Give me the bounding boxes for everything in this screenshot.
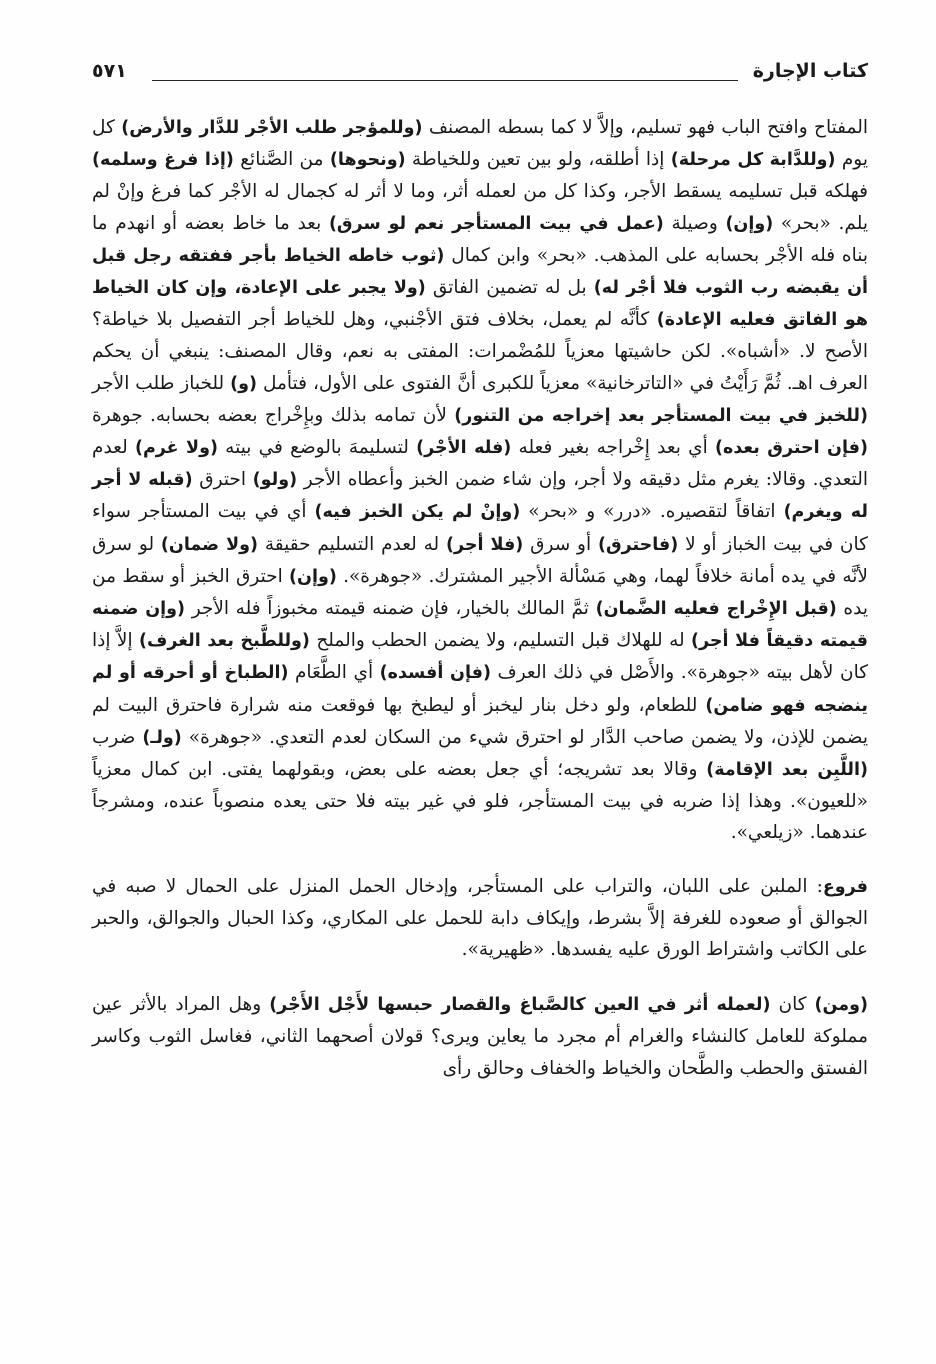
matn-text: (فإن احترق بعده) bbox=[714, 438, 868, 459]
commentary-text: احترق bbox=[192, 469, 253, 491]
commentary-text: من الصَّنائع bbox=[233, 149, 330, 171]
matn-text: (للخبز في بيت المستأجر بعد إخراجه من التنور) bbox=[454, 405, 868, 426]
commentary-text: وصيلة bbox=[663, 212, 726, 234]
matn-text: (ونحوها) bbox=[329, 150, 406, 171]
commentary-text: أي بعد إِخْراجه بغير فعله bbox=[511, 437, 715, 459]
paragraph-branches bbox=[92, 871, 868, 966]
matn-text: (فلا أجر) bbox=[446, 534, 524, 555]
matn-text: (الطباخ أو أحرقه أو لم ينضجه فهو ضامن) bbox=[92, 663, 868, 716]
matn-text: (ولا يجبر على الإعادة، وإن كان الخياط هو الفاتق فعليه الإعادة) bbox=[92, 278, 868, 331]
commentary-text: كأنَّه لم يعمل، بخلاف فتق الأجْنبي، وهل للخياط أجر التفصيل بلا خياطة؟ الأصح لا. «أشباه». لكن حاشيتها معزياً للمُضْمرات: المفتى به نعم، وقال المصنف: ينبغي أن يحكم العرف اهـ. ثُمَّ رَأَيْتُ في «التاترخانية» معزياً للكبرى أنَّ الفتوى على الأول، فتأمل bbox=[92, 309, 868, 394]
commentary-text: : الملبن على اللبان، والتراب على المستأجر، وإدخال الحمل المنزل على الحمال لا صبه في الجوالق أو صعوده للغرفة إلاَّ بشرط، وإيكاف دابة للحمل على المكاري، وكذا الحبال والجوالق، والحبر على الكاتب واشتراط الورق عليه يفسدها. «ظهيرية». bbox=[92, 875, 868, 961]
commentary-text: لو سرق لأنَّه في يده أمانة خلافاً لهما، وهي مَسْألة الأجير المشترك. «جوهرة». bbox=[92, 533, 868, 587]
commentary-text: للخباز طلب الأجر bbox=[92, 372, 231, 394]
matn-text: (اللَّبِن بعد الإقامة) bbox=[706, 760, 868, 781]
matn-text: (إذا فرغ وسلمه) bbox=[92, 150, 234, 171]
matn-text: (ولو) bbox=[252, 470, 298, 491]
commentary-text: كل يوم bbox=[92, 117, 869, 171]
page-body bbox=[92, 112, 868, 1084]
matn-text: (ولـ) bbox=[142, 727, 182, 748]
commentary-text: اتفاقاً لتقصيره. «درر» و «بحر» bbox=[520, 501, 784, 523]
paragraph-last bbox=[92, 989, 868, 1084]
matn-text: فروع bbox=[822, 876, 868, 897]
matn-text: (وإن) bbox=[289, 566, 337, 587]
matn-text: (و) bbox=[230, 373, 258, 394]
commentary-text: المفتاح وافتح الباب فهو تسليم، وإلاَّ لا كما بسطه المصنف bbox=[422, 117, 868, 138]
matn-text: (ولا غرم) bbox=[134, 438, 218, 459]
commentary-text: احترق الخبز أو سقط من يده bbox=[92, 565, 868, 620]
matn-text: (ولا ضمان) bbox=[160, 534, 259, 555]
commentary-text: له للهلاك قبل التسليم، ولا يضمن الحطب والملح bbox=[309, 630, 692, 652]
commentary-text: لتسليمهَ بالوضع في بيته bbox=[217, 437, 417, 459]
matn-text: (وللمؤجر طلب الأجْر للدَّار والأرض) bbox=[121, 118, 423, 138]
matn-text: (فإن أفسده) bbox=[379, 663, 492, 684]
matn-text: (وللطَّبخ بعد الغرف) bbox=[139, 631, 310, 652]
commentary-text: أي الطَّعَام bbox=[288, 662, 380, 684]
matn-text: (قبله لا أجر له ويغرم) bbox=[92, 470, 868, 523]
commentary-text: بل له تضمين الفاتق bbox=[425, 277, 594, 299]
paragraph-main bbox=[92, 112, 868, 849]
header-rule bbox=[152, 80, 738, 81]
commentary-text: وقالا بعد تشريجه؛ أي جعل بعضه على بعض، وبقولهما يفتى. ابن كمال معزياً «للعيون». وهذا إذا ضربه في بيت المستأجر، فلو في غير بيته فلا حتى يعده منصوباً عنده، ومشرجاً عندهما. «زيلعي». bbox=[92, 759, 868, 844]
matn-text: (وإن ضمنه قيمته دقيقاً فلا أجر) bbox=[92, 599, 869, 652]
page-header bbox=[92, 58, 868, 92]
commentary-text: كان bbox=[770, 994, 815, 1016]
commentary-text: إذا أطلقه، ولو بين تعين وللخياطة bbox=[405, 149, 671, 171]
matn-text: (ثوب خاطه الخياط بأجر ففتقه رجل قبل أن يقبضه رب الثوب فلا أجْر له) bbox=[92, 245, 869, 299]
commentary-text: لأن تمامه بذلك وبإِخْراج بعضه بحسابه. جوهرة bbox=[92, 404, 455, 426]
matn-text: (عمل في بيت المستأجر نعم لو سرق) bbox=[328, 213, 664, 234]
matn-text: (فله الأجْر) bbox=[416, 438, 512, 459]
matn-text: (وإنْ لم يكن الخبز فيه) bbox=[314, 502, 521, 523]
commentary-text: أي في بيت المستأجر سواء كان في بيت الخباز أو لا bbox=[92, 501, 868, 555]
commentary-text: أو سرق bbox=[523, 533, 598, 555]
book-title: كتاب الإجارة bbox=[752, 60, 868, 82]
commentary-text: وهل المراد بالأثر عين مملوكة للعامل كالنشاء والغرام أم مجرد ما يعاين ويرى؟ قولان أصحهما الثاني، فغاسل الثوب وكاسر الفستق والحطب والطَّحان والخياط والخفاف وحالق رأى bbox=[92, 994, 868, 1079]
matn-text: (لعمله أثر في العين كالصَّباغ والقصار حبسها لأَجْل الأَجْر) bbox=[269, 995, 771, 1016]
matn-text: (ومن) bbox=[814, 995, 868, 1016]
commentary-text: للطعام، ولو دخل بنار ليخبز أو ليطبخ بها فوقعت منه شرارة فاحترق البيت لم يضمن للإذن، ولا يضمن صاحب الدَّار لو احترق شيء من السكان لعدم التعدي. «جوهرة» bbox=[92, 694, 868, 748]
matn-text: (وللدَّابة كل مرحلة) bbox=[670, 150, 836, 171]
commentary-text: له لعدم التسليم حقيقة bbox=[258, 533, 447, 555]
matn-text: (فاحترق) bbox=[597, 534, 679, 555]
commentary-text: فهلكه قبل تسليمه يسقط الأجر، وكذا كل من لعمله أثر، وما لا أثر له كجمال له الأجْر كما فرغ وإنْ لم يلم. «بحر» bbox=[92, 181, 869, 234]
page-number: ٥٧١ bbox=[92, 60, 127, 82]
matn-text: (وإن) bbox=[725, 213, 774, 234]
commentary-text: ثمَّ المالك بالخيار، فإن ضمنه قيمته مخبوزاً فله الأجر bbox=[185, 598, 596, 620]
commentary-text: ضرب bbox=[92, 726, 143, 748]
matn-text: (قبل الإِخْراج فعليه الضَّمان) bbox=[595, 599, 837, 620]
commentary-text: إلاَّ إذا كان لأهل بيته «جوهرة». والأَصْل في ذلك العرف bbox=[92, 630, 869, 684]
commentary-text: لعدم التعدي. وقالا: يغرم مثل دقيقه ولا أجر، وإن شاء ضمن الخبز وأعطاه الأجر bbox=[92, 437, 868, 491]
commentary-text: بعد ما خاط بعضه أو انهدم ما بناه فله الأجْر بحسابه على المذهب. «بحر» وابن كمال bbox=[92, 212, 868, 266]
